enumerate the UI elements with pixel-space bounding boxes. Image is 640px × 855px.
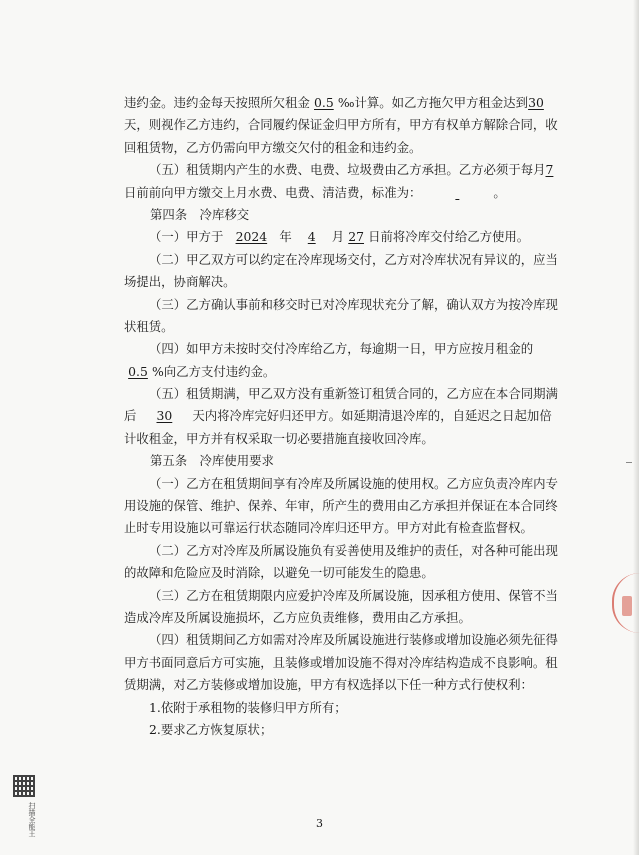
- text-segment: （一）乙方在租赁期间享有冷库及所属设施的使用权。乙方应负责冷库内专: [149, 475, 558, 491]
- text-segment: 天内将冷库完好归还甲方。如延期清退冷库的，自延迟之日起加倍: [192, 408, 552, 424]
- text-segment: 年: [279, 229, 292, 245]
- text-segment: 日前将冷库交付给乙方使用。: [368, 229, 530, 245]
- text-line: [124, 271, 548, 293]
- text-segment: 回租赁物，乙方仍需向甲方缴交欠付的租金和违约金。: [124, 139, 422, 155]
- filled-blank: [421, 182, 493, 204]
- text-line: [124, 562, 548, 584]
- text-line: [124, 405, 552, 427]
- text-line: [124, 697, 548, 719]
- filled-blank: 4: [307, 229, 316, 245]
- text-segment: （一）甲方于: [149, 229, 224, 245]
- text-line: [124, 159, 554, 181]
- text-segment: 状租赁。: [124, 318, 174, 334]
- text-segment: （二）甲乙双方可以约定在冷库现场交付，乙方对冷库状况有异议的，应当: [149, 251, 558, 267]
- page-number: 3: [316, 817, 323, 830]
- margin-tick-mark: [626, 462, 632, 463]
- text-line: [124, 674, 548, 696]
- text-line: [124, 585, 558, 607]
- text-segment: （四）租赁期间乙方如需对冷库及所属设施进行装修或增加设施必须先征得: [149, 632, 558, 648]
- contract-body-text: [124, 92, 558, 741]
- text-segment: 1.依附于承租物的装修归甲方所有；: [149, 699, 347, 715]
- filled-blank: 30: [156, 408, 173, 424]
- text-segment: （二）乙方对冷库及所属设施负有妥善使用及维护的责任，对各种可能出现: [149, 542, 558, 558]
- page-edge-shadow: [633, 0, 639, 855]
- filled-blank: 0.5: [128, 363, 148, 379]
- filled-blank: 30: [528, 95, 544, 110]
- text-segment: %向乙方支付违约金。: [152, 363, 276, 379]
- text-segment: 第四条 冷库移交: [150, 206, 250, 222]
- text-line: [124, 114, 558, 136]
- text-segment: 场提出，协商解决。: [124, 274, 236, 290]
- text-segment: 第五条 冷库使用要求: [150, 453, 274, 469]
- text-line: [124, 226, 548, 248]
- filled-blank: 27: [348, 229, 365, 245]
- text-segment: 2.要求乙方恢复原状；: [149, 721, 273, 737]
- text-segment: （四）如甲方未按时交付冷库给乙方，每逾期一日，甲方应按月租金的: [149, 341, 534, 357]
- text-line: [124, 473, 558, 495]
- text-segment: 月: [331, 229, 345, 245]
- text-segment: 日前前向甲方缴交上月水费、电费、清洁费，标准为：: [124, 184, 422, 200]
- text-segment: （三）乙方确认事前和移交时已对冷库现状充分了解，确认双方为按冷库现: [149, 296, 558, 312]
- text-segment: （五）租赁期满，甲乙双方没有重新签订租赁合同的，乙方应在本合同期满: [149, 386, 558, 402]
- seal-stamp-mark: [622, 596, 632, 616]
- text-line: [124, 182, 548, 204]
- text-segment: 后: [124, 408, 137, 424]
- scanner-watermark-label: 扫描全能王: [28, 801, 36, 837]
- text-line: [124, 607, 548, 629]
- text-line: [124, 428, 548, 450]
- text-segment: 天，则视作乙方违约，合同履约保证金归甲方所有，甲方有权单方解除合同，收: [124, 117, 558, 133]
- text-segment: ‰计算。如乙方拖欠甲方租金达到: [337, 95, 528, 110]
- qr-code-icon: [13, 775, 35, 797]
- text-segment: 的故障和危险应及时消除，以避免一切可能发生的隐患。: [124, 565, 434, 581]
- text-line: [124, 249, 558, 271]
- text-segment: （三）乙方在租赁期限内应爱护冷库及所属设施，因承租方使用、保管不当: [149, 587, 558, 603]
- text-line: [124, 652, 558, 674]
- text-line: [124, 450, 548, 472]
- text-segment: 造成冷库及所属设施损坏，乙方应负责维修，费用由乙方承担。: [124, 609, 471, 625]
- filled-blank: 2024: [235, 229, 268, 245]
- text-segment: 用设施的保管、维护、保养、年审，所产生的费用由乙方承担并保证在本合同终: [124, 498, 558, 514]
- filled-blank: 7: [545, 162, 554, 178]
- text-line: [124, 361, 548, 383]
- text-line: [124, 495, 558, 517]
- text-segment: 计收租金，甲方并有权采取一切必要措施直接收回冷库。: [124, 430, 434, 446]
- text-segment: 甲方书面同意后方可实施，且装修或增加设施不得对冷库结构造成不良影响。租: [124, 654, 558, 670]
- filled-blank: 0.5: [314, 95, 334, 110]
- text-segment: （五）租赁期内产生的水费、电费、垃圾费由乙方承担。乙方必须于每月: [149, 162, 546, 178]
- text-line: [124, 383, 558, 405]
- text-line: [124, 719, 548, 741]
- text-line: [124, 92, 548, 114]
- text-line: [124, 629, 558, 651]
- text-line: [124, 517, 548, 539]
- text-line: [124, 137, 548, 159]
- text-line: [124, 540, 558, 562]
- text-line: [124, 204, 548, 226]
- text-line: [124, 294, 558, 316]
- text-line: [124, 316, 548, 338]
- text-segment: 赁期满，对乙方装修或增加设施，甲方有权选择以下任一种方式行使权利：: [124, 677, 533, 693]
- text-segment: 违约金。违约金每天按照所欠租金: [124, 95, 310, 110]
- text-segment: 止时专用设施以可靠运行状态随同冷库归还甲方。甲方对此有检查监督权。: [124, 520, 533, 536]
- text-segment: 。: [493, 184, 506, 200]
- text-line: [124, 338, 548, 360]
